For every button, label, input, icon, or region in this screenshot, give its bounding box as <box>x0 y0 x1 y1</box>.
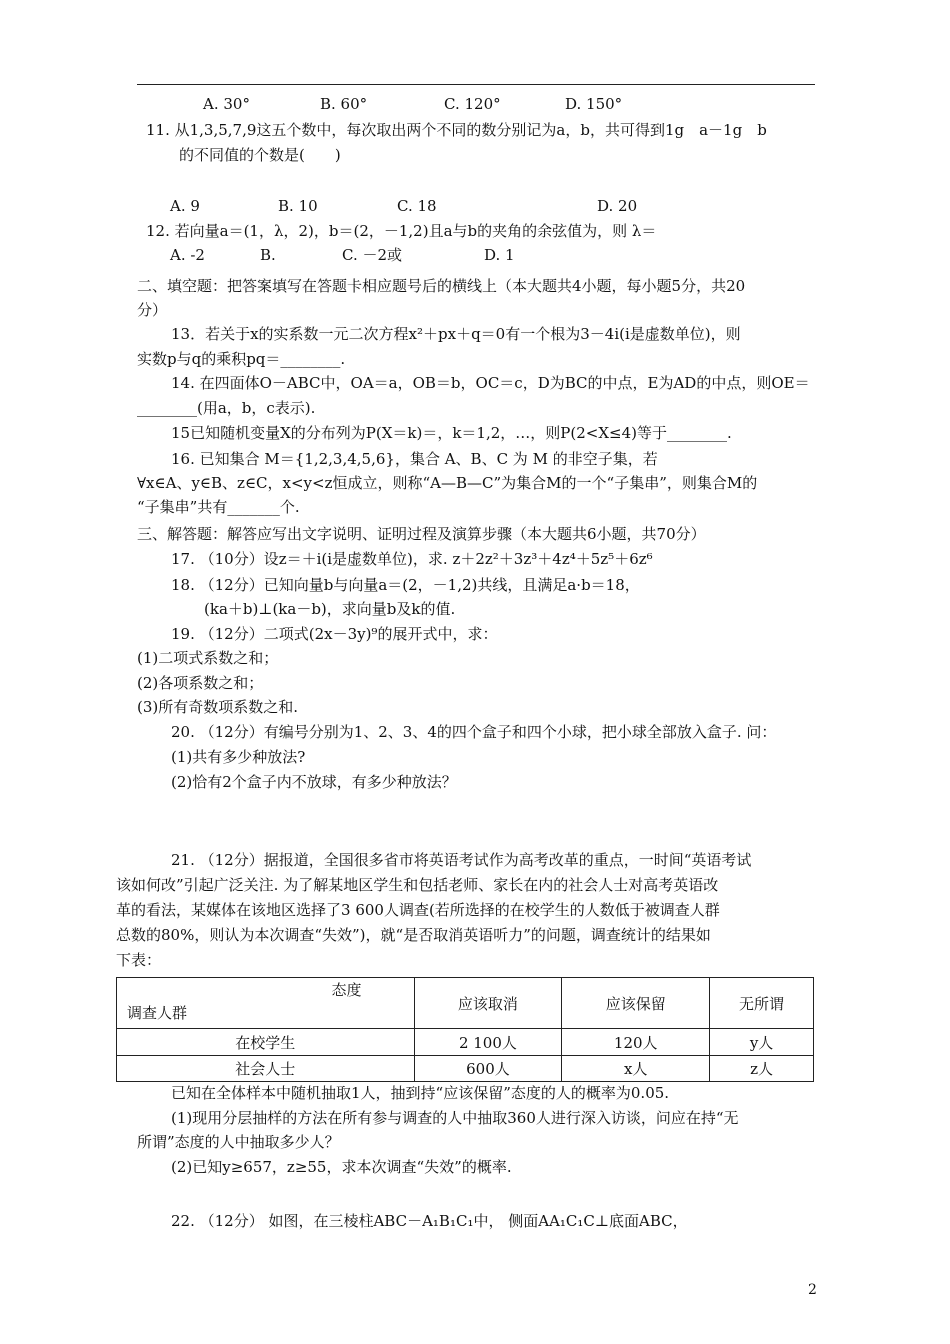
q12-line1: 12. 若向量a＝(1，λ，2)，b＝(2，－1,2)且a与b的夹角的余弦值为，则 λ＝ <box>146 222 657 240</box>
q21-after1: 已知在全体样本中随机抽取1人，抽到持“应该保留”态度的人的概率为0.05. <box>171 1084 670 1102</box>
header-rule <box>137 84 815 85</box>
q11-option-a: A. 9 <box>170 197 200 215</box>
survey-table-header-row <box>117 978 814 1029</box>
q11-option-b: B. 10 <box>278 197 318 215</box>
q10-option-a: A. 30° <box>203 95 250 113</box>
q10-option-d: D. 150° <box>565 95 623 113</box>
q11-line1: 11. 从1,3,5,7,9这五个数中，每次取出两个不同的数分别记为a，b，共可得到1g a－1g b <box>146 121 767 139</box>
header-indifferent: 无所谓 <box>710 978 814 1029</box>
q12-option-c: C. －2或 <box>342 246 403 264</box>
q18-line2: (ka＋b)⊥(ka－b)，求向量b及k的值. <box>204 600 456 618</box>
row-group-public: 社会人士 <box>117 1056 415 1082</box>
cell-public-cancel: 600人 <box>414 1056 562 1082</box>
cell-students-cancel: 2 100人 <box>414 1029 562 1056</box>
q21-line4: 总数的80%，则认为本次调查“失效”)，就“是否取消英语听力”的问题，调查统计的结果如 <box>116 926 711 944</box>
q16-line1: 16. 已知集合 M＝{1,2,3,4,5,6}，集合 A、B、C 为 M 的非空子集，若 <box>171 450 658 468</box>
q17-line1: 17. （10分）设z＝＋i(i是虚数单位)，求. z＋2z²＋3z³＋4z⁴＋5z⁵＋6z⁶ <box>171 550 653 568</box>
q21-after3: 所谓”态度的人中抽取多少人？ <box>137 1133 340 1151</box>
q22-line1: 22. （12分） 如图，在三棱柱ABC－A₁B₁C₁中， 侧面AA₁C₁C⊥底面ABC， <box>171 1212 688 1230</box>
q15-line1: 15已知随机变量X的分布列为P(X＝k)＝，k＝1,2，…，则P(2<X≤4)等于________. <box>171 424 732 442</box>
q20-line1: 20. （12分）有编号分别为1、2、3、4的四个盒子和四个小球，把小球全部放入盒子. 问： <box>171 723 777 741</box>
cell-students-keep: 120人 <box>562 1029 710 1056</box>
q14-line1: 14. 在四面体O－ABC中，OA＝a，OB＝b，OC＝c，D为BC的中点，E为AD的中点，则OE＝ <box>171 374 810 392</box>
q10-options <box>203 94 622 114</box>
q10-option-b: B. 60° <box>320 95 368 113</box>
section2-line2: 分） <box>137 301 168 319</box>
q21-line2: 该如何改”引起广泛关注. 为了解某地区学生和包括老师、家长在内的社会人士对高考英语改 <box>116 876 719 894</box>
q19-part2: (2)各项系数之和； <box>137 674 264 692</box>
q19-line1: 19. （12分）二项式(2x－3y)⁹的展开式中，求： <box>171 625 498 643</box>
corner-group-label: 调查人群 <box>127 1004 188 1022</box>
q11-option-c: C. 18 <box>397 197 437 215</box>
q14-line2: ________(用a，b，c表示). <box>137 399 316 417</box>
q12-options <box>170 245 515 265</box>
header-cancel: 应该取消 <box>414 978 562 1029</box>
q20-part1: (1)共有多少种放法? <box>171 748 306 766</box>
q19-part3: (3)所有奇数项系数之和. <box>137 698 299 716</box>
table-row <box>117 1029 814 1056</box>
q19-part1: (1)二项式系数之和； <box>137 649 279 667</box>
q16-line2: ∀x∈A、y∈B、z∈C，x<y<z恒成立，则称“A—B—C”为集合M的一个“子集串”，则集合M的 <box>137 474 758 492</box>
q13-line2: 实数p与q的乘积pq＝________. <box>137 350 346 368</box>
q10-option-c: C. 120° <box>444 95 501 113</box>
q11-option-d: D. 20 <box>597 197 638 215</box>
q12-option-b: B. <box>260 246 276 264</box>
q21-line3: 革的看法，某媒体在该地区选择了3 600人调查(若所选择的在校学生的人数低于被调查人群 <box>116 901 720 919</box>
q11-options <box>170 196 637 216</box>
q18-line1: 18. （12分）已知向量b与向量a＝(2，－1,2)共线，且满足a·b＝18， <box>171 576 640 594</box>
survey-table <box>116 977 814 1082</box>
q16-line3: “子集串”共有_______个. <box>137 498 300 516</box>
q21-line5: 下表： <box>116 951 162 969</box>
q11-line2: 的不同值的个数是( ) <box>179 146 341 164</box>
q12-option-a: A. -2 <box>170 246 205 264</box>
section3-line1: 三、解答题：解答应写出文字说明、证明过程及演算步骤（本大题共6小题，共70分） <box>137 525 706 543</box>
cell-students-indifferent: y人 <box>710 1029 814 1056</box>
cell-public-keep: x人 <box>562 1056 710 1082</box>
q21-line1: 21. （12分）据报道，全国很多省市将英语考试作为高考改革的重点，一时间“英语考试 <box>171 851 752 869</box>
survey-table-corner-cell <box>117 978 415 1029</box>
page-number: 2 <box>808 1282 817 1298</box>
q13-line1: 13．若关于x的实系数一元二次方程x²＋px＋q＝0有一个根为3－4i(i是虚数单位)，则 <box>171 325 741 343</box>
q21-after4: (2)已知y≥657，z≥55，求本次调查“失效”的概率. <box>171 1158 512 1176</box>
q21-after2: (1)现用分层抽样的方法在所有参与调查的人中抽取360人进行深入访谈，问应在持“无 <box>171 1109 739 1127</box>
cell-public-indifferent: z人 <box>710 1056 814 1082</box>
header-keep: 应该保留 <box>562 978 710 1029</box>
table-row <box>117 1056 814 1082</box>
q20-part2: (2)恰有2个盒子内不放球，有多少种放法？ <box>171 773 457 791</box>
row-group-students: 在校学生 <box>117 1029 415 1056</box>
q12-option-d: D. 1 <box>484 246 515 264</box>
corner-attitude-label: 态度 <box>331 981 362 999</box>
section2-line1: 二、填空题：把答案填写在答题卡相应题号后的横线上（本大题共4小题，每小题5分，共20 <box>137 277 746 295</box>
